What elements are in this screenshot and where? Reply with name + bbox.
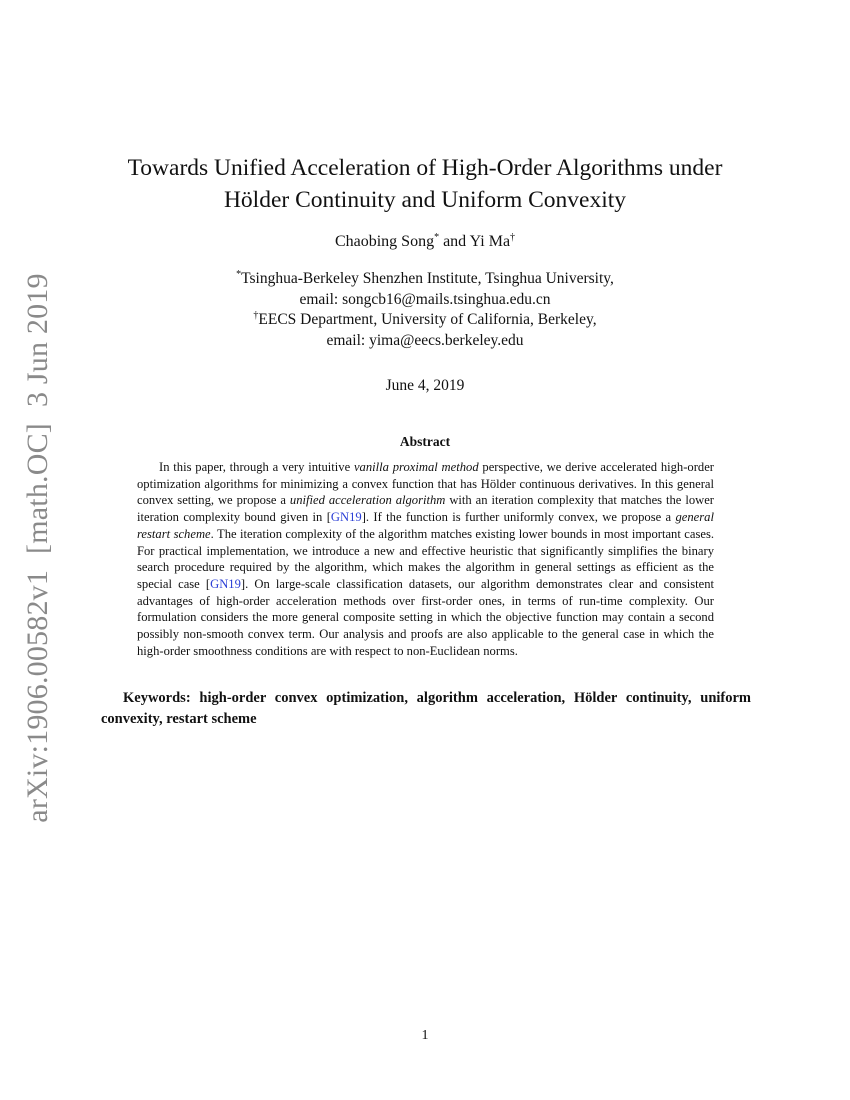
citation-link[interactable]: GN19 (210, 576, 241, 591)
affiliation-1 (0, 269, 850, 290)
author-2: Yi Ma (469, 233, 511, 250)
affiliation-2 (0, 310, 850, 331)
abstract-text: with an iteration complexity that matches the lower iteration complexity bound given in [ (137, 493, 714, 525)
arxiv-category: [math.OC] (21, 422, 54, 554)
title-line-2: Hölder Continuity and Uniform Convexity (223, 187, 627, 213)
affiliation-1-text: Tsinghua-Berkeley Shenzhen Institute, Tsinghua University, (241, 270, 614, 287)
author-1-mark: * (434, 232, 440, 243)
abstract-text: ]. On large-scale classification datasets, our algorithm demonstrates clear and consistent advantages of high-order acceleration methods over first-order ones, in terms of run-time complexity. Our formulation considers the more general composite setting in which the objective function may contain a second possibly non-smooth convex term. Our analysis and proofs are also applicable to the general case in which the high-order smoothness conditions are with respect to non-Euclidean norms. (137, 576, 714, 658)
abstract-text: perspective, we derive accelerated high-order optimization algorithms for minimizing a convex function that has Hölder continuous derivatives. In this general convex setting, we propose a (137, 460, 714, 508)
abstract-heading: Abstract (399, 434, 451, 449)
paper-title (0, 152, 850, 216)
abstract-text: In this paper, through a very intuitive (159, 460, 354, 474)
abstract-emphasis: vanilla proximal method (353, 460, 479, 474)
email-1: email: songcb16@mails.tsinghua.edu.cn (299, 290, 551, 308)
affiliation-1-mark: * (236, 269, 242, 280)
author-conjunction: and (439, 233, 470, 250)
author-2-mark: † (510, 232, 516, 243)
keywords (101, 688, 751, 730)
citation-link[interactable]: GN19 (330, 510, 362, 525)
abstract-body (137, 459, 714, 659)
abstract-emphasis: general restart scheme (137, 510, 714, 541)
keywords-label: Keywords: (123, 690, 191, 706)
affiliation-2-text: EECS Department, University of California, Berkeley, (258, 311, 597, 328)
affiliations (0, 269, 850, 351)
author-1: Chaobing Song (334, 233, 435, 250)
keywords-text: high-order convex optimization, algorithm acceleration, Hölder continuity, uniform convexity, restart scheme (101, 690, 751, 727)
paper-date: June 4, 2019 (385, 377, 465, 394)
title-line-1: Towards Unified Acceleration of High-Order Algorithms under (127, 155, 723, 181)
abstract-emphasis: unified acceleration algorithm (289, 493, 446, 508)
arxiv-id: arXiv:1906.00582v1 (21, 569, 54, 823)
email-2: email: yima@eecs.berkeley.edu (326, 331, 524, 349)
affiliation-2-mark: † (253, 310, 259, 321)
abstract-text: ]. If the function is further uniformly convex, we propose a (361, 510, 676, 525)
abstract-text: . The iteration complexity of the algorithm matches existing lower bounds in most important cases. For practical implementation, we introduce a new and effective heuristic that significantly simplifies the binary search procedure required by the algorithm, which makes the algorithm in general settings as efficient as the special case [ (137, 526, 715, 591)
page-number: 1 (421, 1028, 429, 1043)
arxiv-date: 3 Jun 2019 (21, 273, 54, 407)
author-list (0, 232, 850, 252)
